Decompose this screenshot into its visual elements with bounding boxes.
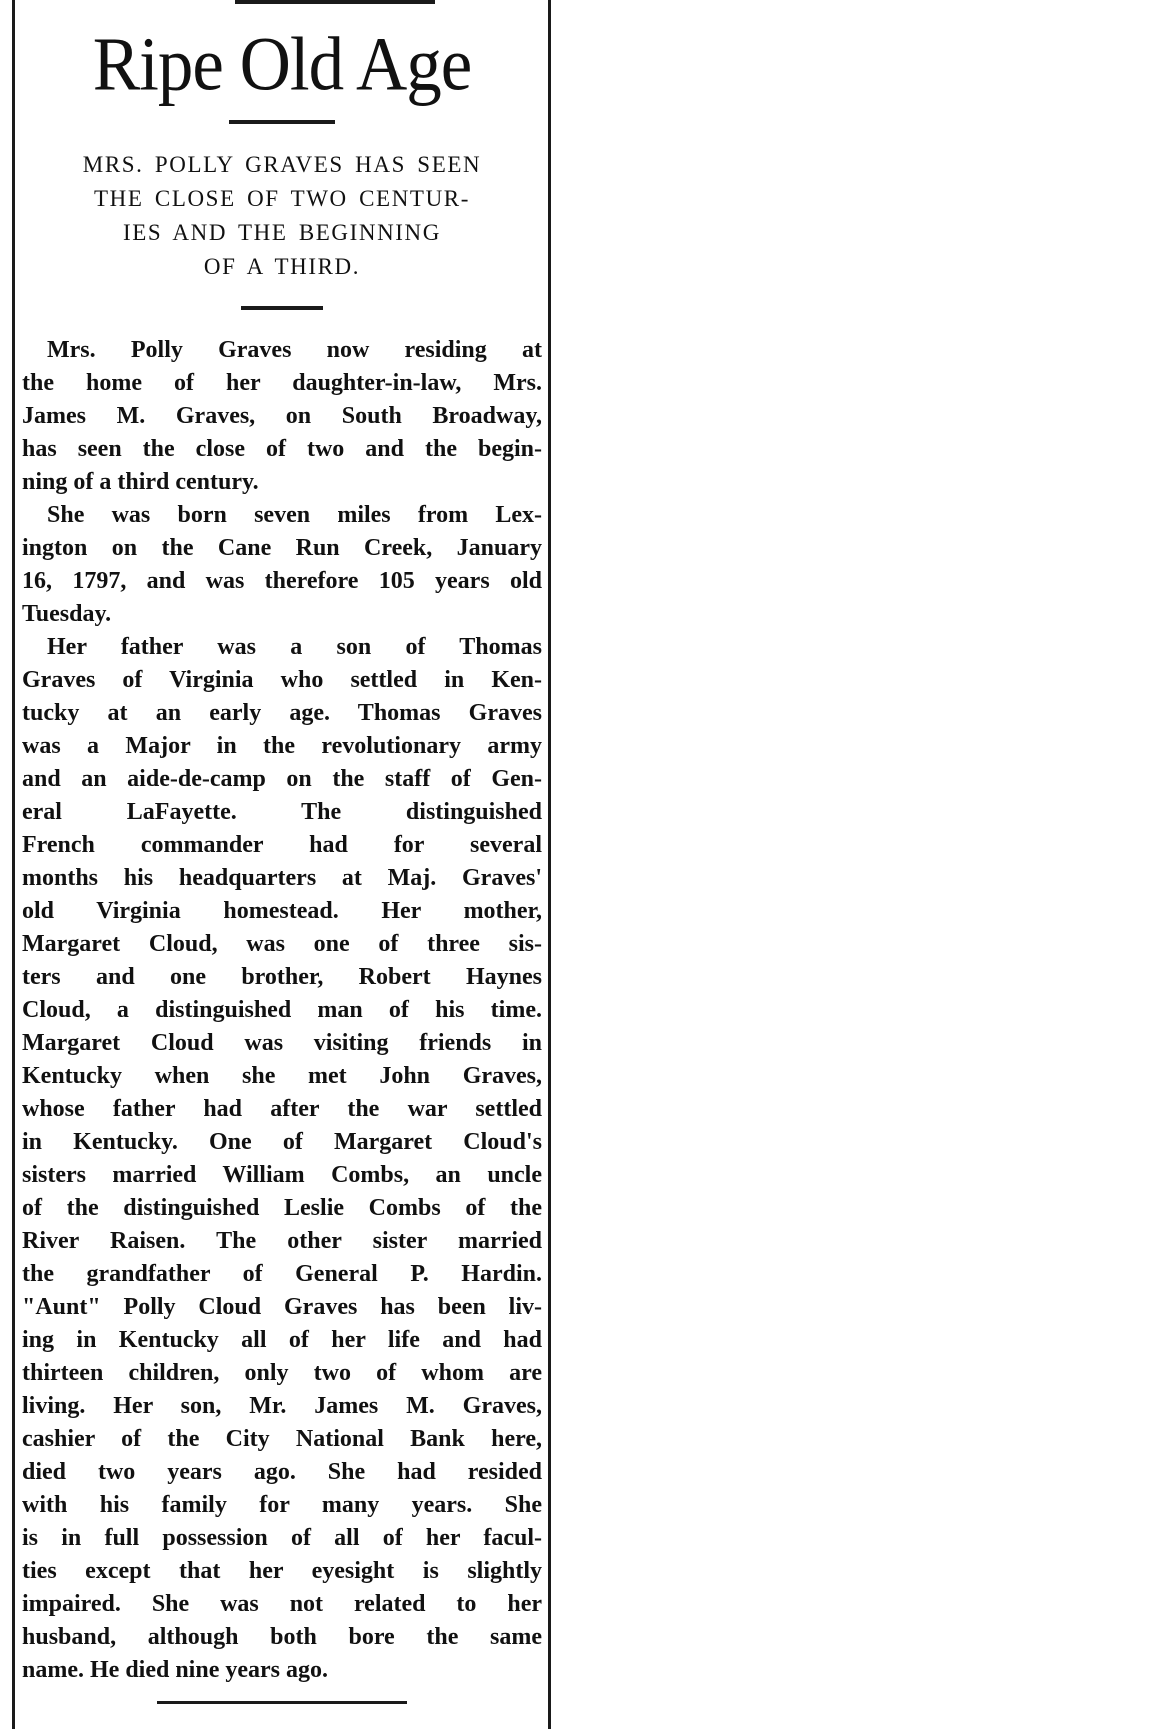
article-line: eral LaFayette. The distinguished: [22, 799, 542, 825]
subhead-divider: [241, 306, 323, 310]
article-paragraph: [22, 631, 542, 1687]
article-line: ters and one brother, Robert Haynes: [22, 964, 542, 990]
subhead-line: OF A THIRD.: [203, 254, 361, 279]
subhead-line: THE CLOSE OF TWO CENTUR-: [94, 186, 470, 211]
article-line: Margaret Cloud, was one of three sis-: [22, 931, 542, 957]
article-line: is in full possession of all of her facul-: [22, 1525, 542, 1551]
article-line: died two years ago. She had resided: [22, 1459, 542, 1485]
article-line: ington on the Cane Run Creek, January: [22, 535, 542, 561]
article-line: old Virginia homestead. Her mother,: [22, 898, 542, 924]
article-line: was a Major in the revolutionary army: [22, 733, 542, 759]
article-line: Tuesday.: [22, 601, 112, 627]
article-line: name. He died nine years ago.: [22, 1657, 328, 1683]
article-line: ning of a third century.: [22, 469, 259, 495]
article-line: the home of her daughter-in-law, Mrs.: [22, 370, 542, 396]
article-line: Mrs. Polly Graves now residing at: [47, 337, 542, 363]
article-line: impaired. She was not related to her: [22, 1591, 542, 1617]
article-line: husband, although both bore the same: [22, 1624, 542, 1650]
article-line: Her father was a son of Thomas: [47, 634, 542, 660]
article-line: in Kentucky. One of Margaret Cloud's: [22, 1129, 542, 1155]
article-line: whose father had after the war settled: [22, 1096, 542, 1122]
subheadline: [30, 148, 534, 284]
article-line: the grandfather of General P. Hardin.: [22, 1261, 542, 1287]
headline-divider: [229, 120, 335, 124]
article-line: tucky at an early age. Thomas Graves: [22, 700, 542, 726]
article-line: with his family for many years. She: [22, 1492, 542, 1518]
article-line: thirteen children, only two of whom are: [22, 1360, 542, 1386]
article-line: cashier of the City National Bank here,: [22, 1426, 542, 1452]
article-line: sisters married William Combs, an uncle: [22, 1162, 542, 1188]
article-line: living. Her son, Mr. James M. Graves,: [22, 1393, 542, 1419]
article-line: and an aide-de-camp on the staff of Gen-: [22, 766, 542, 792]
column-rule-right: [548, 0, 551, 1729]
article-line: River Raisen. The other sister married: [22, 1228, 542, 1254]
end-divider: [157, 1701, 407, 1704]
article-line: Kentucky when she met John Graves,: [22, 1063, 542, 1089]
newspaper-column: [22, 0, 542, 1704]
article-line: Cloud, a distinguished man of his time.: [22, 997, 542, 1023]
article-line: Margaret Cloud was visiting friends in: [22, 1030, 542, 1056]
article-line: Graves of Virginia who settled in Ken-: [22, 667, 542, 693]
article-line: James M. Graves, on South Broadway,: [22, 403, 542, 429]
subhead-line: IES AND THE BEGINNING: [123, 220, 441, 245]
article-line: French commander had for several: [22, 832, 542, 858]
article-line: "Aunt" Polly Cloud Graves has been liv-: [22, 1294, 542, 1320]
column-rule-left: [12, 0, 15, 1729]
article-line: has seen the close of two and the begin-: [22, 436, 542, 462]
article-line: ties except that her eyesight is slightly: [22, 1558, 542, 1584]
article-line: of the distinguished Leslie Combs of the: [22, 1195, 542, 1221]
headline: Ripe Old Age: [92, 22, 472, 107]
article-body: [22, 334, 542, 1687]
subhead-line: MRS. POLLY GRAVES HAS SEEN: [82, 152, 482, 177]
article-line: 16, 1797, and was therefore 105 years old: [22, 568, 542, 594]
article-line: She was born seven miles from Lex-: [47, 502, 542, 528]
article-paragraph: [22, 334, 542, 499]
article-paragraph: [22, 499, 542, 631]
article-line: ing in Kentucky all of her life and had: [22, 1327, 542, 1353]
article-line: months his headquarters at Maj. Graves': [22, 865, 542, 891]
